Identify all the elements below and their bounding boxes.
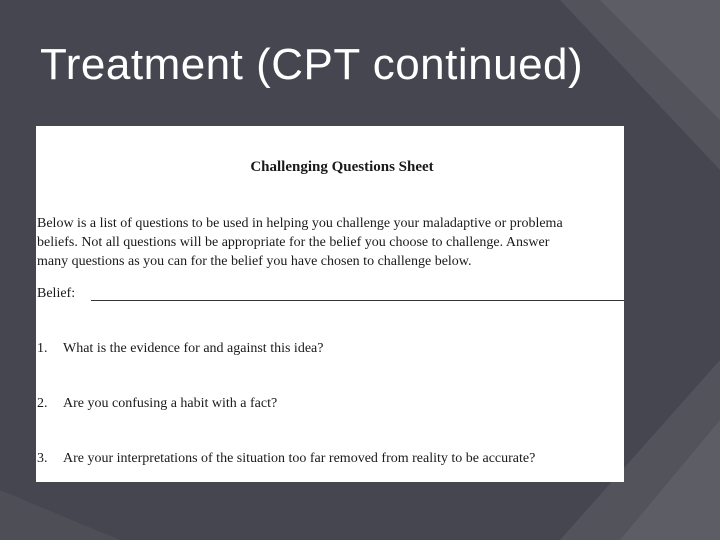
question-item (37, 451, 535, 467)
intro-line: beliefs. Not all questions will be appropriate for the belief you choose to challenge. Answer (37, 235, 550, 250)
belief-label: Belief: (37, 286, 76, 301)
question-number: 2. (37, 396, 48, 411)
question-number: 1. (37, 341, 48, 356)
question-text: What is the evidence for and against this idea? (63, 341, 324, 356)
intro-line: Below is a list of questions to be used in helping you challenge your maladaptive or problema (37, 216, 563, 231)
question-text: Are your interpretations of the situation too far removed from reality to be accurate? (63, 451, 536, 466)
belief-blank-line (91, 300, 624, 301)
document-intro (37, 214, 563, 271)
document-title: Challenging Questions Sheet (250, 159, 434, 175)
question-item (37, 341, 323, 357)
slide-title: Treatment (CPT continued) (40, 40, 584, 89)
question-item (37, 396, 277, 412)
scanned-document (36, 126, 624, 482)
intro-line: many questions as you can for the belief you have chosen to challenge below. (37, 254, 472, 269)
question-number: 3. (37, 451, 48, 466)
question-text: Are you confusing a habit with a fact? (63, 396, 278, 411)
